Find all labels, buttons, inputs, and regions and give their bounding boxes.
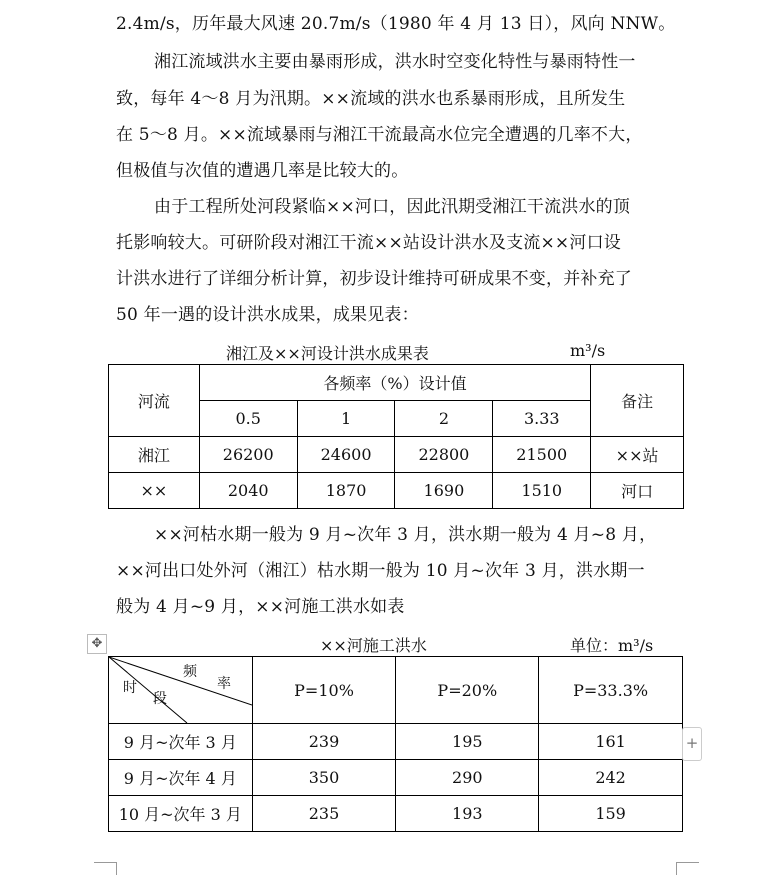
header-river: 河流 (109, 365, 200, 437)
value-cell: 1510 (493, 473, 591, 509)
corner-label-period: 段 (153, 691, 167, 707)
value-cell: 290 (396, 760, 539, 796)
table1-caption: 湘江及××河设计洪水成果表 (226, 344, 429, 363)
header-note: 备注 (591, 365, 684, 437)
value-cell: 21500 (493, 437, 591, 473)
text-line: 在 5～8 月。××流域暴雨与湘江干流最高水位完全遭遇的几率不大， (116, 125, 643, 145)
value-cell: 26200 (199, 437, 297, 473)
value-cell: 239 (252, 724, 396, 760)
corner-label-rate: 率 (217, 676, 231, 692)
value-cell: 195 (396, 724, 539, 760)
period-cell: 9 月~次年 4 月 (109, 760, 253, 796)
value-cell: 193 (396, 796, 539, 832)
value-cell: 350 (252, 760, 396, 796)
text-line: ××河枯水期一般为 9 月~次年 3 月，洪水期一般为 4 月~8 月， (154, 525, 657, 545)
text-line: 般为 4 月~9 月，××河施工洪水如表 (116, 597, 405, 617)
crop-mark (94, 862, 117, 875)
value-cell: 24600 (297, 437, 395, 473)
table-row (109, 760, 683, 796)
header-p10: P=10% (252, 657, 396, 724)
header-freq: 1 (297, 401, 395, 437)
text-line: ××河出口处外河（湘江）枯水期一般为 10 月~次年 3 月，洪水期一 (116, 561, 645, 581)
value-cell: 1690 (395, 473, 493, 509)
value-cell: 159 (539, 796, 683, 832)
table-row (109, 724, 683, 760)
period-cell: 9 月~次年 3 月 (109, 724, 253, 760)
value-cell: 235 (252, 796, 396, 832)
table2-unit: 单位：m³/s (570, 636, 654, 655)
note-cell: ××站 (591, 437, 684, 473)
table-row (109, 437, 684, 473)
period-cell: 10 月~次年 3 月 (109, 796, 253, 832)
header-p33: P=33.3% (539, 657, 683, 724)
construction-flood-table (108, 656, 683, 832)
note-cell: 河口 (591, 473, 684, 509)
text-line: 50 年一遇的设计洪水成果，成果见表： (116, 305, 419, 325)
table2-caption: ××河施工洪水 (320, 636, 427, 655)
crop-mark (676, 862, 699, 875)
add-row-button[interactable]: + (682, 727, 702, 761)
river-cell: 湘江 (109, 437, 200, 473)
value-cell: 22800 (395, 437, 493, 473)
value-cell: 1870 (297, 473, 395, 509)
table1-unit: m³/s (570, 341, 606, 360)
text-line: 2.4m/s，历年最大风速 20.7m/s（1980 年 4 月 13 日），风向 NNW。 (116, 14, 676, 34)
table-row (109, 796, 683, 832)
text-line: 湘江流域洪水主要由暴雨形成，洪水时空变化特性与暴雨特性一 (154, 52, 636, 72)
header-freq: 2 (395, 401, 493, 437)
corner-label-freq: 频 (183, 664, 197, 680)
river-cell: ×× (109, 473, 200, 509)
table-row (109, 473, 684, 509)
text-line: 但极值与次值的遭遇几率是比较大的。 (116, 161, 409, 181)
design-flood-table (108, 364, 684, 509)
header-frequency-group: 各频率（%）设计值 (199, 365, 590, 401)
text-line: 由于工程所处河段紧临××河口，因此汛期受湘江干流洪水的顶 (154, 197, 631, 217)
corner-label-time: 时 (123, 680, 137, 696)
table-move-handle-icon[interactable]: ✥ (87, 634, 107, 654)
value-cell: 2040 (199, 473, 297, 509)
value-cell: 161 (539, 724, 683, 760)
header-freq: 3.33 (493, 401, 591, 437)
header-p20: P=20% (396, 657, 539, 724)
text-line: 托影响较大。可研阶段对湘江干流××站设计洪水及支流××河口设 (116, 233, 621, 253)
value-cell: 242 (539, 760, 683, 796)
text-line: 致，每年 4～8 月为汛期。××流域的洪水也系暴雨形成，且所发生 (116, 89, 626, 109)
text-line: 计洪水进行了详细分析计算，初步设计维持可研成果不变，并补充了 (116, 269, 632, 289)
header-freq: 0.5 (199, 401, 297, 437)
diagonal-header-cell (109, 657, 253, 724)
